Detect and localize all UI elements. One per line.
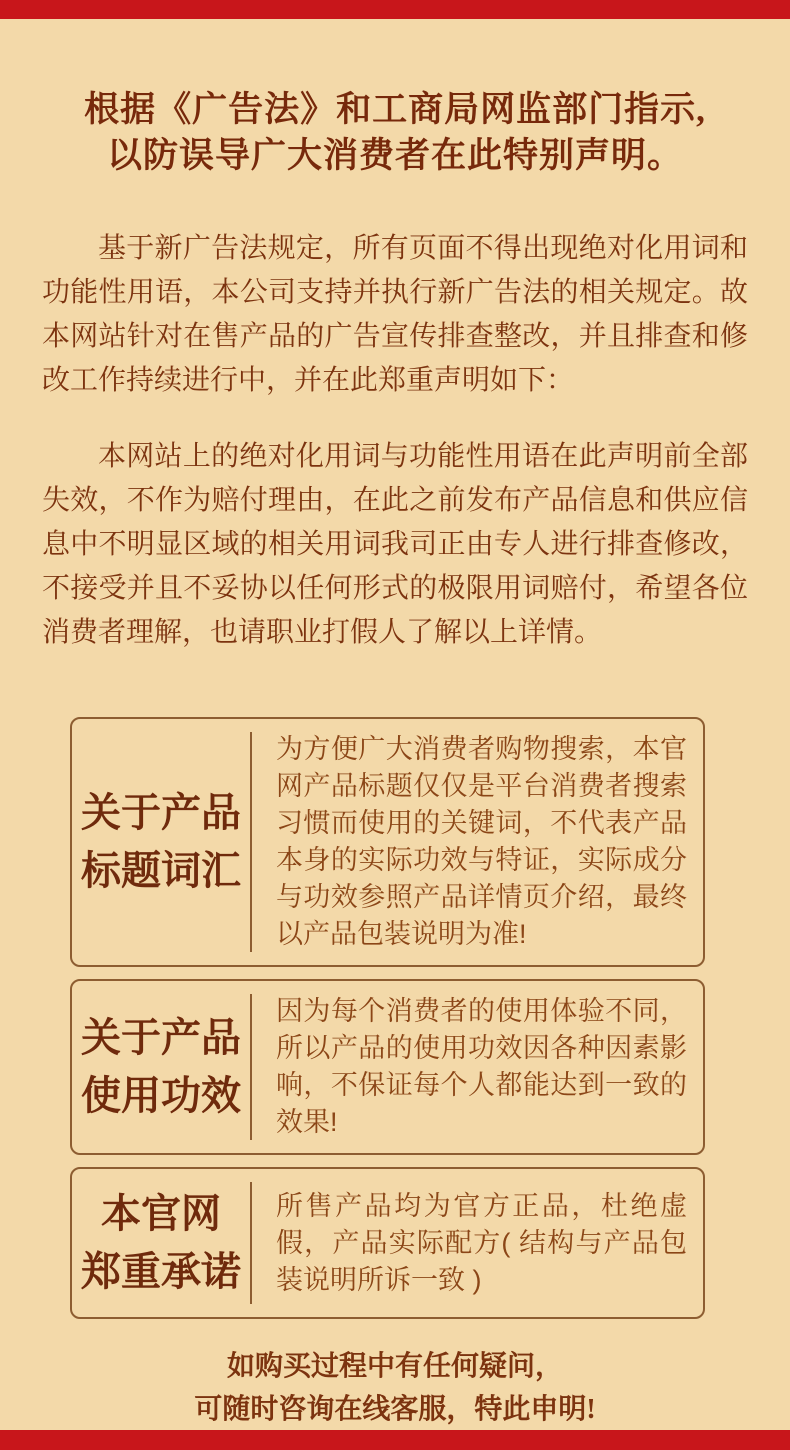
notice-text-product-title [252, 719, 703, 965]
top-red-bar [0, 0, 790, 19]
notice-box-product-effect [70, 979, 705, 1155]
notice-text-content: 所售产品均为官方正品，杜绝虚假，产品实际配方( 结构与产品包装说明所诉一致 ) [276, 1190, 687, 1295]
notice-text-product-effect [252, 981, 703, 1153]
notice-label-product-effect [72, 981, 250, 1153]
notice-text-content: 为方便广大消费者购物搜索，本官网产品标题仅仅是平台消费者搜索习惯而使用的关键词，不代表产品本身的实际功效与特证，实际成分与功效参照产品详情页介绍，最终以产品包装说明为准! [276, 734, 687, 949]
statement-paragraph-1: 基于新广告法规定，所有页面不得出现绝对化用词和功能性用语，本公司支持并执行新广告法的相关规定。故本网站针对在售产品的广告宣传排查整改，并且排查和修改工作持续进行中，并在此郑重声明如下： [42, 233, 748, 396]
notice-label-official-promise [72, 1169, 250, 1317]
footer-note [0, 1345, 790, 1431]
page-title [0, 87, 790, 179]
notice-label-line-1: 关于产品 [81, 790, 241, 835]
notice-label-line-1: 关于产品 [81, 1015, 241, 1060]
bottom-red-bar [0, 1430, 790, 1450]
notice-box-official-promise [70, 1167, 705, 1319]
statement-paragraph-2: 本网站上的绝对化用词与功能性用语在此声明前全部失效，不作为赔付理由，在此之前发布产品信息和供应信息中不明显区域的相关用词我司正由专人进行排查修改，不接受并且不妥协以任何形式的极限用词赔付，希望各位消费者理解，也请职业打假人了解以上详情。 [42, 441, 748, 648]
page-title-line-1: 根据《广告法》和工商局网监部门指示, [84, 90, 706, 129]
notice-label-line-2: 使用功效 [81, 1073, 241, 1118]
notice-box-list [70, 717, 705, 1319]
footer-line-2: 可随时咨询在线客服，特此申明! [194, 1394, 596, 1425]
notice-label-line-1: 本官网 [101, 1191, 221, 1236]
notice-text-content: 因为每个消费者的使用体验不同，所以产品的使用功效因各种因素影响，不保证每个人都能达到一致的效果! [276, 996, 687, 1137]
notice-box-product-title [70, 717, 705, 967]
notice-label-line-2: 标题词汇 [81, 848, 241, 893]
page-title-line-2: 以防误导广大消费者在此特别声明。 [106, 136, 683, 175]
notice-label-product-title [72, 719, 250, 965]
notice-text-official-promise [252, 1169, 703, 1317]
footer-line-1: 如购买过程中有任何疑问， [226, 1351, 563, 1382]
notice-label-line-2: 郑重承诺 [81, 1249, 241, 1294]
